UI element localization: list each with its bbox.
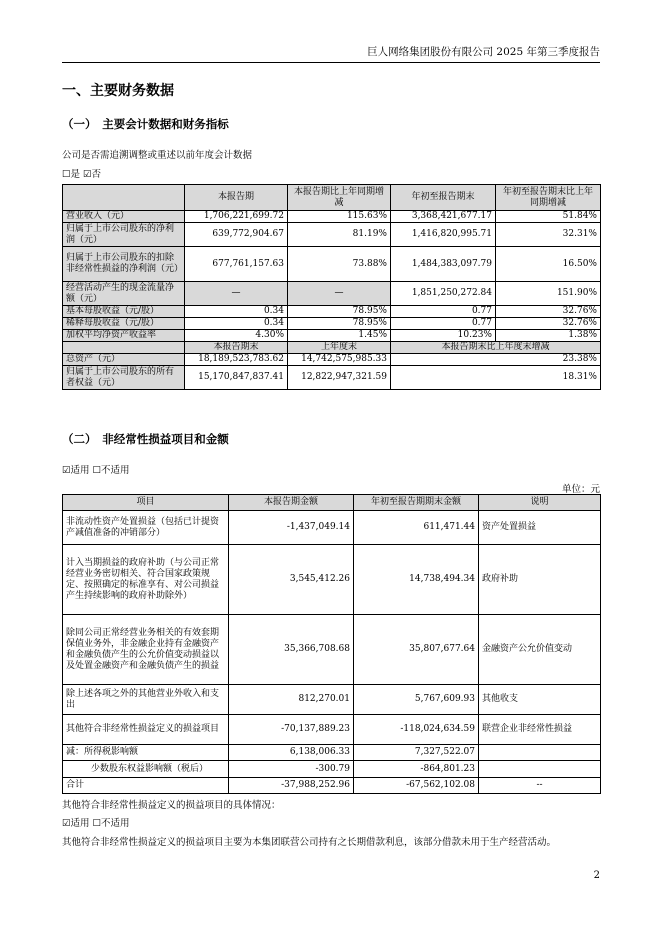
header-cell: 年初至报告期期末金额 xyxy=(354,495,479,511)
table-header-row xyxy=(63,495,601,511)
cell: 0.77 xyxy=(391,306,496,318)
table-row xyxy=(63,615,601,685)
cell: 1.45% xyxy=(288,330,391,342)
non-recurring-items-table xyxy=(62,494,601,794)
cell: 35,366,708.68 xyxy=(229,615,354,685)
row-label: 归属于上市公司股东的净利润（元） xyxy=(63,223,185,247)
note-options: ☑适用 ☐不适用 xyxy=(62,818,130,829)
subsection-title-1: （一） 主要会计数据和财务指标 xyxy=(62,117,229,131)
cell: 1,484,383,097.79 xyxy=(391,247,496,282)
cell: 32.31% xyxy=(496,223,601,247)
cell: 资产处置损益 xyxy=(479,511,601,545)
cell: 10.23% xyxy=(391,330,496,342)
cell: 7,327,522.07 xyxy=(354,745,479,761)
cell: 115.63% xyxy=(288,211,391,223)
cell: 4.30% xyxy=(185,330,288,342)
table-row xyxy=(63,366,601,390)
cell: 81.19% xyxy=(288,223,391,247)
cell: 12,822,947,321.59 xyxy=(288,366,391,390)
cell: 78.95% xyxy=(288,306,391,318)
table-row xyxy=(63,745,601,761)
cell: 1.38% xyxy=(496,330,601,342)
cell: 32.76% xyxy=(496,318,601,330)
section-title: 一、主要财务数据 xyxy=(62,83,174,99)
row-label: 营业收入（元） xyxy=(63,211,185,223)
cell: 35,807,677.64 xyxy=(354,615,479,685)
table-row xyxy=(63,778,601,794)
cell: 16.50% xyxy=(496,247,601,282)
item-label: 除上述各项之外的其他营业外收入和支出 xyxy=(63,685,229,715)
table-row xyxy=(63,545,601,615)
table-row xyxy=(63,511,601,545)
table-row xyxy=(63,761,601,778)
cell: 51.84% xyxy=(496,211,601,223)
cell xyxy=(479,745,601,761)
cell: -300.79 xyxy=(229,761,354,778)
cell: 3,368,421,677.17 xyxy=(391,211,496,223)
cell: 联营企业非经常性损益 xyxy=(479,715,601,745)
row-label: 归属于上市公司股东的所有者权益（元） xyxy=(63,366,185,390)
item-label: 减：所得税影响额 xyxy=(63,745,229,761)
header-cell: 本报告期比上年同期增减 xyxy=(288,185,391,211)
table-header-row xyxy=(63,342,601,354)
cell: 32.76% xyxy=(496,306,601,318)
table-row xyxy=(63,318,601,330)
cell: 金融资产公允价值变动 xyxy=(479,615,601,685)
cell: — xyxy=(185,282,288,306)
row-label: 总资产（元） xyxy=(63,354,185,366)
cell: 677,761,157.63 xyxy=(185,247,288,282)
cell: 1,706,221,699.72 xyxy=(185,211,288,223)
cell xyxy=(479,761,601,778)
unit-label: 单位：元 xyxy=(561,484,600,495)
header-cell: 年初至报告期末 xyxy=(391,185,496,211)
header-cell: 本报告期金额 xyxy=(229,495,354,511)
table-row xyxy=(63,306,601,318)
cell: 0.34 xyxy=(185,306,288,318)
row-label: 基本每股收益（元/股） xyxy=(63,306,185,318)
item-label: 合计 xyxy=(63,778,229,794)
item-label: 非流动性资产处置损益（包括已计提资产减值准备的冲销部分） xyxy=(63,511,229,545)
table-row xyxy=(63,330,601,342)
note-line-1: 其他符合非经常性损益定义的损益项目的具体情况： xyxy=(62,800,281,811)
cell: 151.90% xyxy=(496,282,601,306)
item-label: 计入当期损益的政府补助（与公司正常经营业务密切相关、符合国家政策规定、按照确定的标准享有、对公司损益产生持续影响的政府补助除外） xyxy=(63,545,229,615)
cell: 5,767,609.93 xyxy=(354,685,479,715)
subsection-title-2: （二） 非经常性损益项目和金额 xyxy=(62,432,229,446)
header-cell xyxy=(63,185,185,211)
table-header-row xyxy=(63,185,601,211)
cell: 14,738,494.34 xyxy=(354,545,479,615)
cell: 政府补助 xyxy=(479,545,601,615)
table-row xyxy=(63,223,601,247)
cell: 14,742,575,985.33 xyxy=(288,354,391,366)
cell: 15,170,847,837.41 xyxy=(185,366,288,390)
table-row xyxy=(63,282,601,306)
cell: 18,189,523,783.62 xyxy=(185,354,288,366)
cell: 639,772,904.67 xyxy=(185,223,288,247)
row-label: 稀释每股收益（元/股） xyxy=(63,318,185,330)
cell: -37,988,252.96 xyxy=(229,778,354,794)
cell: — xyxy=(288,282,391,306)
cell: 其他收支 xyxy=(479,685,601,715)
header-cell: 本报告期末 xyxy=(185,342,288,354)
cell: -- xyxy=(479,778,601,794)
header-cell xyxy=(63,342,185,354)
restate-question: 公司是否需追溯调整或重述以前年度会计数据 xyxy=(62,150,253,161)
cell: 78.95% xyxy=(288,318,391,330)
header-cell: 本报告期 xyxy=(185,185,288,211)
cell: 73.88% xyxy=(288,247,391,282)
note-line-2: 其他符合非经常性损益定义的损益项目主要为本集团联营公司持有之长期借款利息，该部分借款未用于生产经营活动。 xyxy=(62,837,557,848)
header-cell: 项目 xyxy=(63,495,229,511)
cell: 1,416,820,995.71 xyxy=(391,223,496,247)
cell: 611,471.44 xyxy=(354,511,479,545)
table-row xyxy=(63,354,601,366)
table-row xyxy=(63,211,601,223)
cell: 0.34 xyxy=(185,318,288,330)
row-label: 经营活动产生的现金流量净额（元） xyxy=(63,282,185,306)
row-label: 归属于上市公司股东的扣除非经常性损益的净利润（元） xyxy=(63,247,185,282)
cell: -1,437,049.14 xyxy=(229,511,354,545)
cell: -67,562,102.08 xyxy=(354,778,479,794)
header-cell: 本报告期末比上年度末增减 xyxy=(391,342,601,354)
applicable-options: ☑适用 ☐不适用 xyxy=(62,465,130,476)
item-label: 其他符合非经常性损益定义的损益项目 xyxy=(63,715,229,745)
table-row xyxy=(63,685,601,715)
header-cell: 说明 xyxy=(479,495,601,511)
restate-options: ☐是 ☑否 xyxy=(62,169,102,180)
cell: 0.77 xyxy=(391,318,496,330)
table-row xyxy=(63,715,601,745)
cell: -864,801.23 xyxy=(354,761,479,778)
row-label: 加权平均净资产收益率 xyxy=(63,330,185,342)
cell: 812,270.01 xyxy=(229,685,354,715)
cell: 3,545,412.26 xyxy=(229,545,354,615)
cell: 1,851,250,272.84 xyxy=(391,282,496,306)
table-row xyxy=(63,247,601,282)
cell: 18.31% xyxy=(391,366,601,390)
item-label: 除同公司正常经营业务相关的有效套期保值业务外，非金融企业持有金融资产和金融负债产生的公允价值变动损益以及处置金融资产和金融负债产生的损益 xyxy=(63,615,229,685)
report-header: 巨人网络集团股份有限公司 2025 年第三季度报告 xyxy=(367,46,600,58)
header-cell: 年初至报告期末比上年同期增减 xyxy=(496,185,601,211)
header-cell: 上年度末 xyxy=(288,342,391,354)
financial-indicators-table xyxy=(62,184,601,390)
cell: 23.38% xyxy=(391,354,601,366)
page-number: 2 xyxy=(593,870,600,881)
cell: 6,138,006.33 xyxy=(229,745,354,761)
header-rule xyxy=(62,62,600,63)
cell: -118,024,634.59 xyxy=(354,715,479,745)
item-label: 少数股东权益影响额（税后） xyxy=(63,761,229,778)
cell: -70,137,889.23 xyxy=(229,715,354,745)
